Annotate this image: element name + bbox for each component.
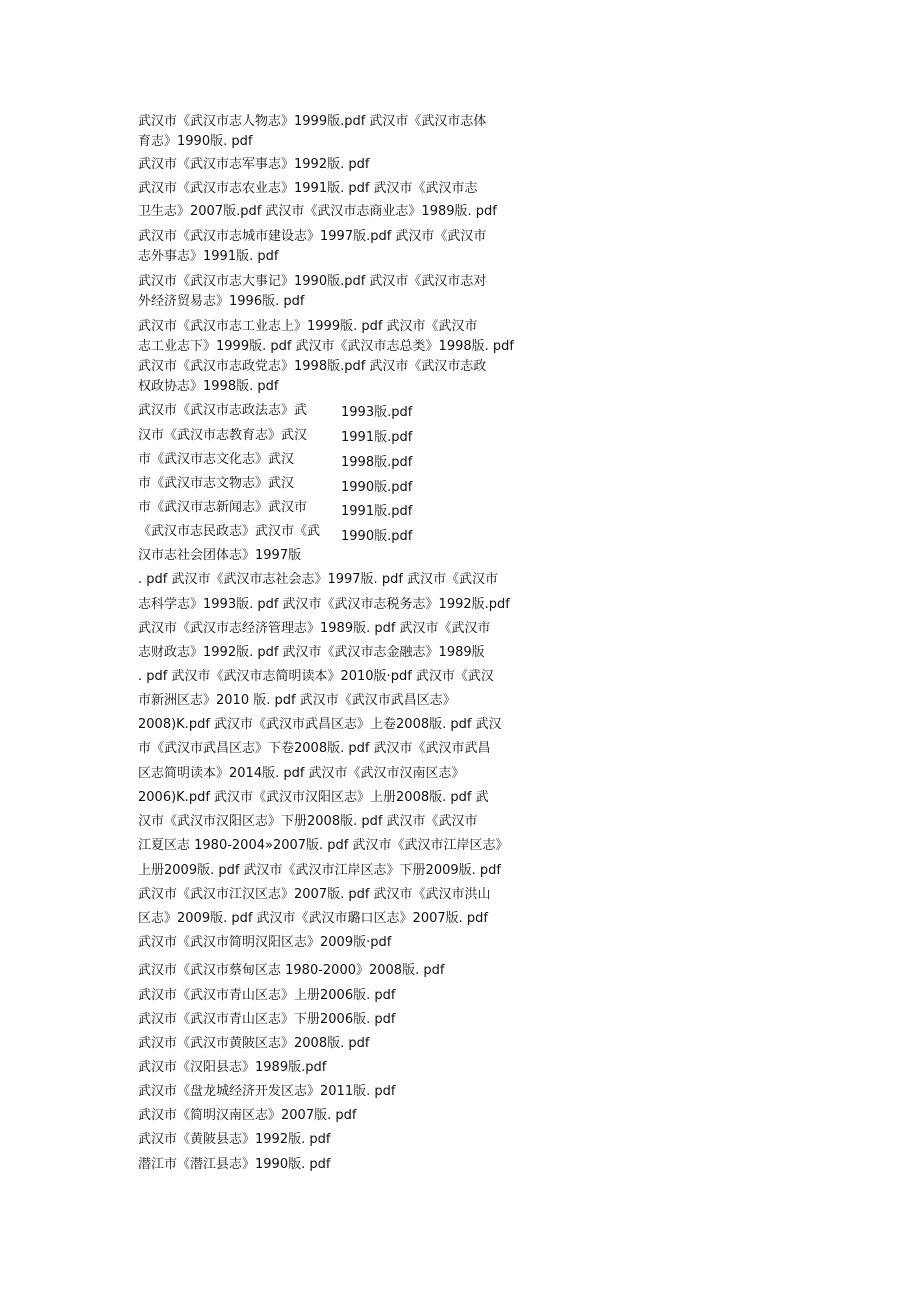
text-line: 上册2009版. pdf 武汉市《武汉市江岸区志》下册2009版. pdf bbox=[138, 863, 501, 878]
text-line: 武汉市《武汉市志大事记》1990版.pdf 武汉市《武汉市志对 bbox=[138, 274, 487, 289]
text-line: 武汉市《武汉市青山区志》下册2006版. pdf bbox=[138, 1012, 396, 1027]
text-line: 1990版.pdf bbox=[341, 480, 413, 495]
text-line: 武汉市《武汉市黄陂区志》2008版. pdf bbox=[138, 1036, 370, 1051]
text-line: 武汉市《武汉市志城市建设志》1997版.pdf 武汉市《武汉市 bbox=[138, 229, 487, 244]
text-line: 武汉市《武汉市青山区志》上册2006版. pdf bbox=[138, 988, 396, 1003]
text-line: 武汉市《武汉市蔡甸区志 1980-2000》2008版. pdf bbox=[138, 963, 445, 978]
text-line: 潜江市《潜江县志》1990版. pdf bbox=[138, 1157, 331, 1172]
text-line: 武汉市《武汉市志政法志》武 bbox=[138, 403, 308, 418]
text-line: 武汉市《武汉市志军事志》1992版. pdf bbox=[138, 157, 370, 172]
text-line: 汉市志社会团体志》1997版 bbox=[138, 548, 302, 563]
text-line: 武汉市《武汉市志工业志上》1999版. pdf 武汉市《武汉市 bbox=[138, 319, 478, 334]
text-line: 1998版.pdf bbox=[341, 455, 413, 470]
text-line: 志财政志》1992版. pdf 武汉市《武汉市志金融志》1989版 bbox=[138, 645, 485, 660]
text-line: 江夏区志 1980-2004»2007版. pdf 武汉市《武汉市江岸区志》 bbox=[138, 838, 509, 853]
text-line: 《武汉市志民政志》武汉市《武 bbox=[138, 524, 321, 539]
text-line: 1991版.pdf bbox=[341, 430, 413, 445]
text-line: . pdf 武汉市《武汉市志社会志》1997版. pdf 武汉市《武汉市 bbox=[138, 572, 499, 587]
text-line: 权政协志》1998版. pdf bbox=[138, 379, 279, 394]
text-line: 武汉市《武汉市江汉区志》2007版. pdf 武汉市《武汉市洪山 bbox=[138, 887, 491, 902]
text-line: 外经济贸易志》1996版. pdf bbox=[138, 294, 305, 309]
text-line: . pdf 武汉市《武汉市志简明读本》2010版·pdf 武汉市《武汉 bbox=[138, 669, 494, 684]
text-line: 武汉市《简明汉南区志》2007版. pdf bbox=[138, 1108, 357, 1123]
text-line: 市《武汉市武昌区志》下卷2008版. pdf 武汉市《武汉市武昌 bbox=[138, 741, 491, 756]
text-line: 武汉市《盘龙城经济开发区志》2011版. pdf bbox=[138, 1084, 396, 1099]
text-line: 卫生志》2007版.pdf 武汉市《武汉市志商业志》1989版. pdf bbox=[138, 204, 497, 219]
text-line: 区志》2009版. pdf 武汉市《武汉市璐口区志》2007版. pdf bbox=[138, 911, 488, 926]
text-line: 武汉市《武汉市简明汉阳区志》2009版·pdf bbox=[138, 935, 392, 950]
text-line: 武汉市《武汉市志政党志》1998版.pdf 武汉市《武汉市志政 bbox=[138, 359, 487, 374]
text-line: 汉市《武汉市汉阳区志》下册2008版. pdf 武汉市《武汉市 bbox=[138, 814, 478, 829]
text-line: 市《武汉市志新闻志》武汉市 bbox=[138, 500, 308, 515]
text-line: 市《武汉市志文物志》武汉 bbox=[138, 476, 295, 491]
text-line: 武汉市《武汉市志农业志》1991版. pdf 武汉市《武汉市志 bbox=[138, 181, 478, 196]
text-line: 武汉市《黄陂县志》1992版. pdf bbox=[138, 1132, 331, 1147]
text-line: 志外事志》1991版. pdf bbox=[138, 249, 279, 264]
text-line: 武汉市《武汉市志人物志》1999版.pdf 武汉市《武汉市志体 bbox=[138, 114, 487, 129]
text-line: 育志》1990版. pdf bbox=[138, 134, 253, 149]
text-line: 武汉市《武汉市志经济管理志》1989版. pdf 武汉市《武汉市 bbox=[138, 621, 491, 636]
text-line: 市《武汉市志文化志》武汉 bbox=[138, 452, 295, 467]
text-line: 1993版.pdf bbox=[341, 405, 413, 420]
text-line: 1991版.pdf bbox=[341, 504, 413, 519]
text-line: 志科学志》1993版. pdf 武汉市《武汉市志税务志》1992版.pdf bbox=[138, 597, 510, 612]
text-line: 市新洲区志》2010 版. pdf 武汉市《武汉市武昌区志》 bbox=[138, 693, 456, 708]
text-line: 2008)K.pdf 武汉市《武汉市武昌区志》上卷2008版. pdf 武汉 bbox=[138, 717, 502, 732]
text-line: 2006)K.pdf 武汉市《武汉市汉阳区志》上册2008版. pdf 武 bbox=[138, 790, 489, 805]
text-line: 志工业志下》1999版. pdf 武汉市《武汉市志总类》1998版. pdf bbox=[138, 339, 514, 354]
text-line: 武汉市《汉阳县志》1989版.pdf bbox=[138, 1060, 327, 1075]
text-line: 汉市《武汉市志教育志》武汉 bbox=[138, 428, 308, 443]
text-line: 1990版.pdf bbox=[341, 529, 413, 544]
text-line: 区志简明读本》2014版. pdf 武汉市《武汉市汉南区志》 bbox=[138, 766, 465, 781]
